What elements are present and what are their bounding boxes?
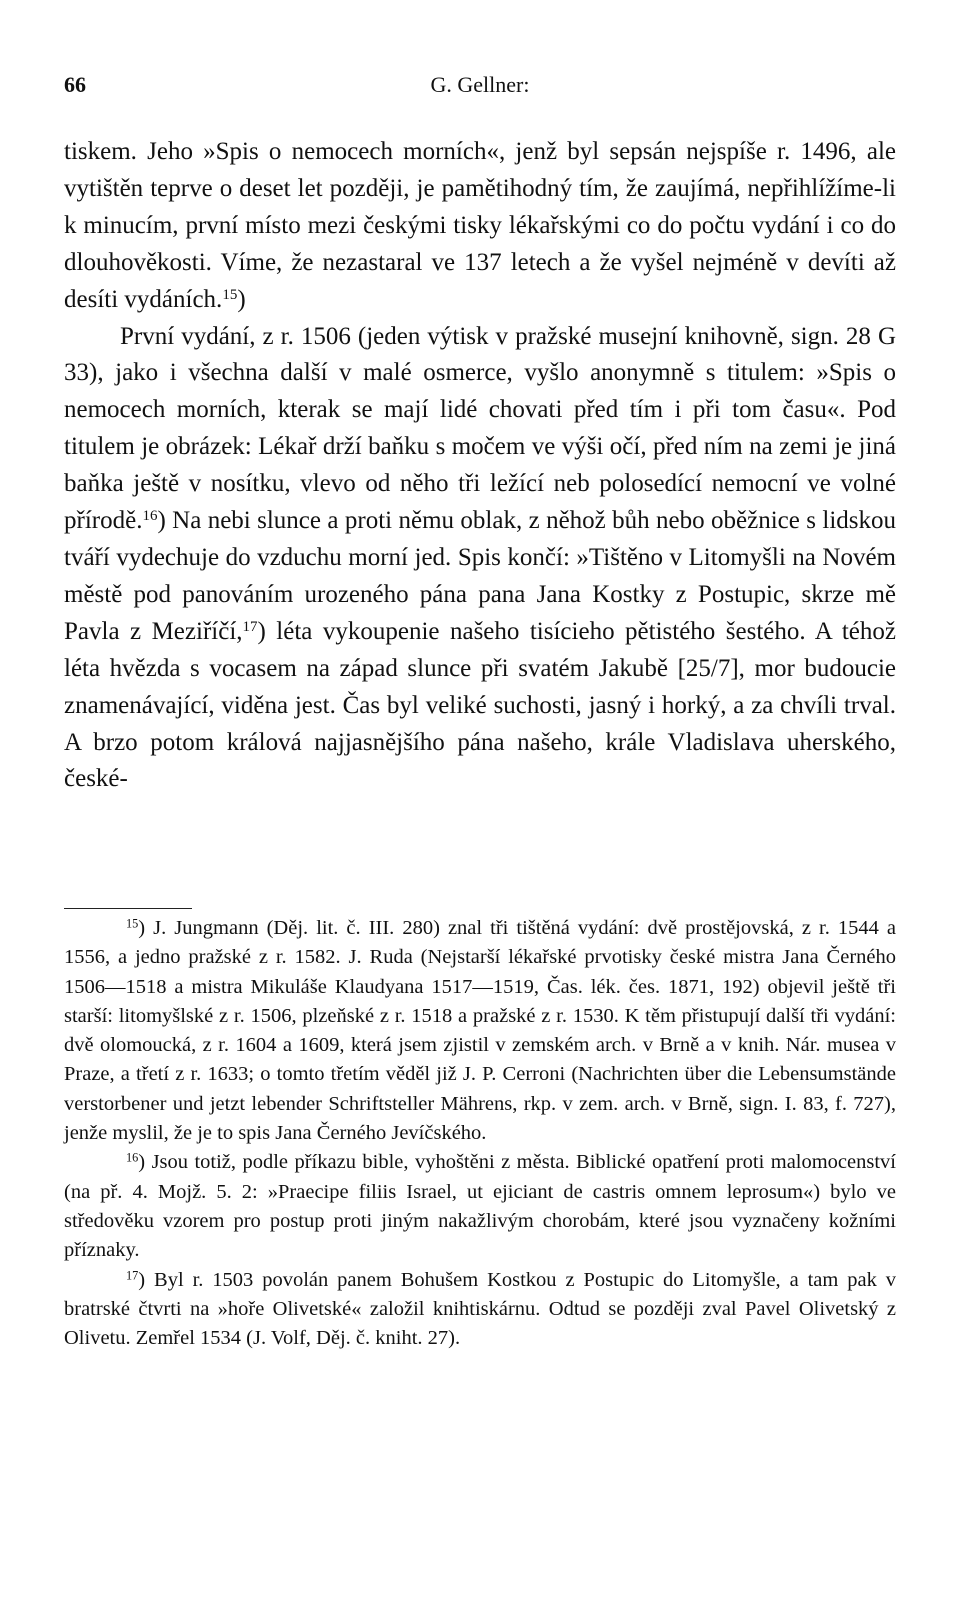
footnote-text: ) J. Jungmann (Děj. lit. č. III. 280) znal tři tištěná vydání: dvě prostějovská, z r. 1544 a 1556, a jedno pražské z r. 1582. J. Ruda (Nejstarší lékařské prvotisky české mistra Jana Černého 1506—1518 a mistra Mikuláše Klaudyana 1517—1519, Čas. lék. čes. 1871, 192) objevil ještě tři starší: litomyšlské z r. 1506, plzeňské z r. 1518 a pražské z r. 1530. K těm přistupují další tři vydání: dvě olomoucká, z r. 1604 a 1609, která jsem zjistil v zemském arch. v Brně a v knih. Nár. musea v Praze, a třetí z r. 1633; o tomto třetím věděl již J. P. Cerroni (Nachrichten über die Lebensumstände verstorbener und jetzt lebender Schriftsteller Mährens, rkp. v zem. arch. v Brně, sign. I. 83, f. 727), jenže myslil, že je to spis Jana Černého Jevíčského. xyxy=(64,917,896,1145)
footnote-number: 16 xyxy=(126,1150,139,1165)
footnote-ref-16: 16 xyxy=(142,507,158,524)
footnote-separator xyxy=(64,908,192,909)
running-head: G. Gellner: xyxy=(430,72,530,97)
page-number: 66 xyxy=(64,72,86,97)
footnote-text: ) Jsou totiž, podle příkazu bible, vyhoštěni z města. Biblické opatření proti malomocenství (na př. 4. Mojž. 5. 2: »Praecipe filiis Israel, ut ejiciant de castris omnem leprosum«) bylo ve středověku vzorem pro postup proti jiným nakažlivým chorobám, které jsou vyznačeny kožními příznaky. xyxy=(64,1151,896,1262)
footnote-number: 15 xyxy=(126,916,139,931)
paragraph-2-text-b: ) Na nebi slunce a proti němu oblak, z něhož bůh nebo oběžnice s lidskou tváří vydechuje do vzduchu morní jed. Spis končí: »Tištěno v Litomyšli na Novém městě pod panováním urozeného pána pana Jana Kostky z Postupic, skrze mě Pavla z Meziříčí, xyxy=(64,507,896,645)
footnote-text: ) Byl r. 1503 povolán panem Bohušem Kostkou z Postupic do Litomyšle, a tam pak v bratrské čtvrti na »hoře Olivetské« založil knihtiskárnu. Odtud se později zval Pavel Olivetský z Olivetu. Zemřel 1534 (J. Volf, Děj. č. kniht. 27). xyxy=(64,1268,896,1350)
footnote-16 xyxy=(64,1148,896,1265)
paragraph-1-end: ) xyxy=(237,285,246,313)
page-header xyxy=(64,66,896,102)
paragraph-1-text: tiskem. Jeho »Spis o nemocech morních«, jenž byl sepsán nejspíše r. 1496, ale vytištěn teprve o deset let později, je pamětihodný tím, že zaujímá, nepřihlížíme-li k minucím, první místo mezi českými tisky lékařskými co do počtu vydání i co do dlouhověkosti. Víme, že nezastaral ve 137 letech a že vyšel nejméně v devíti až desíti vydáních. xyxy=(64,138,896,313)
paragraph-2-text-c: ) léta vykoupenie našeho tisícieho pětistého šestého. A téhož léta hvězda s vocasem na západ slunce při svatém Jakubě [25/7], mor budoucie znamenávající, viděna jest. Čas byl veliké suchosti, jasný i horký, a za chvíli trval. A brzo potom králová najjasnějšího pána našeho, krále Vladislava uherského, české- xyxy=(64,617,896,793)
main-text xyxy=(64,134,896,798)
footnote-ref-17: 17 xyxy=(242,618,258,635)
footnote-17 xyxy=(64,1266,896,1354)
paragraph-1 xyxy=(64,134,896,319)
book-page xyxy=(64,0,896,1608)
footnote-15 xyxy=(64,914,896,1148)
footnote-ref-15: 15 xyxy=(222,286,238,303)
paragraph-2-text-a: První vydání, z r. 1506 (jeden výtisk v pražské musejní knihovně, sign. 28 G 33), jako i všechna další v malé osmerce, vyšlo anonymně s titulem: »Spis o nemocech morních, kterak se mají lidé chovati před tím i při tom času«. Pod titulem je obrázek: Lékař drží baňku s močem ve výši očí, před ním na zemi je jiná baňka ještě v nosítku, vlevo od něho tři ležící neb polosedící nemocní ve volné přírodě. xyxy=(64,322,896,535)
footnote-number: 17 xyxy=(126,1267,139,1282)
paragraph-2 xyxy=(64,319,896,799)
footnotes xyxy=(64,914,896,1353)
